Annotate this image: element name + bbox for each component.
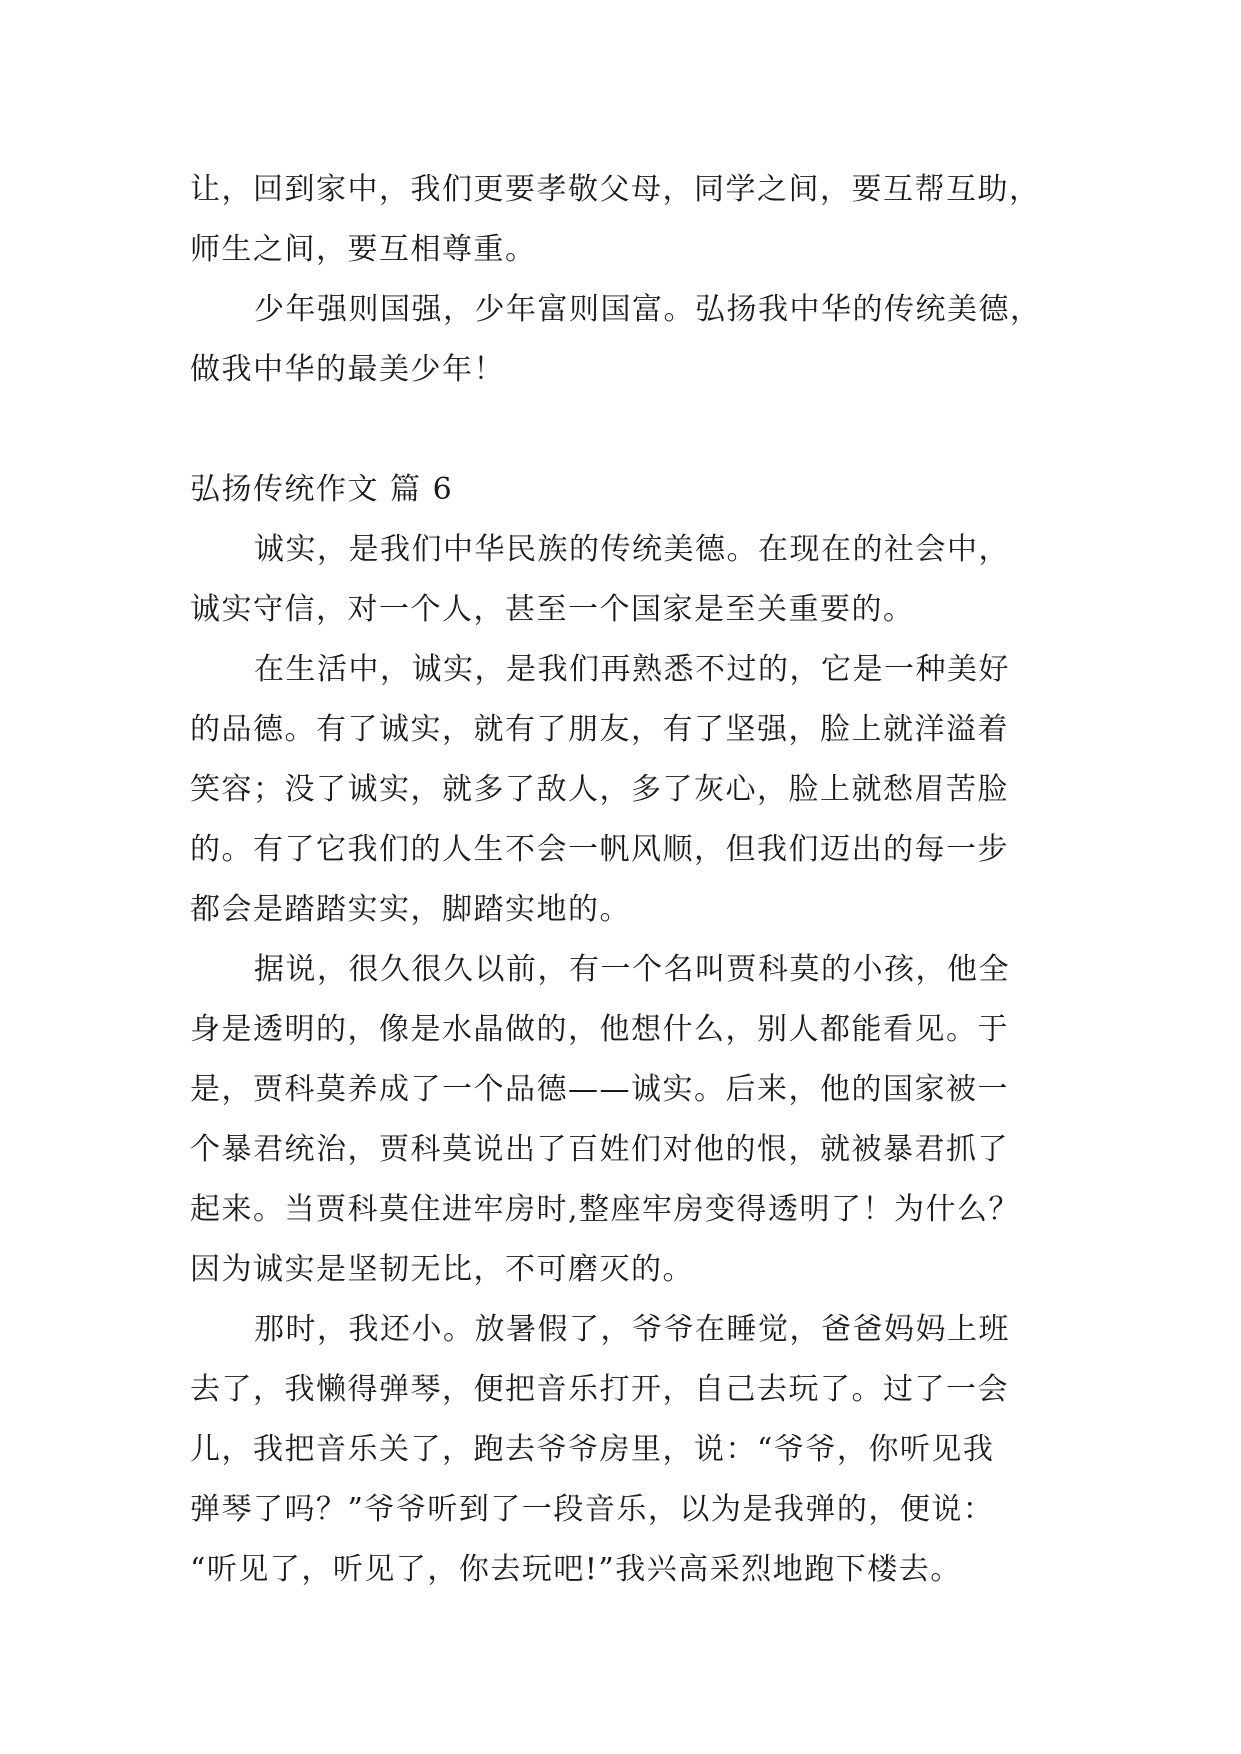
text-line: 做我中华的最美少年！	[190, 352, 505, 387]
prev-closing-paragraph	[190, 280, 1070, 400]
text-line: 的。有了它我们的人生不会一帆风顺，但我们迈出的每一步	[190, 832, 1009, 867]
text-line: 在生活中，诚实，是我们再熟悉不过的，它是一种美好	[254, 652, 1010, 687]
document-body	[190, 160, 1070, 1600]
paragraph-4	[190, 1300, 1070, 1600]
text-line: 身是透明的，像是水晶做的，他想什么，别人都能看见。于	[190, 1012, 1009, 1047]
text-line: 是，贾科莫养成了一个品德——诚实。后来，他的国家被一	[190, 1072, 1009, 1107]
paragraph-2	[190, 640, 1070, 940]
text-line: 让，回到家中，我们更要孝敬父母，同学之间，要互帮互助，	[190, 172, 1041, 207]
prev-paragraph	[190, 160, 1070, 280]
text-line: 师生之间，要互相尊重。	[190, 232, 537, 267]
text-line: 据说，很久很久以前，有一个名叫贾科莫的小孩，他全	[254, 952, 1010, 987]
text-line: 都会是踏踏实实，脚踏实地的。	[190, 892, 631, 927]
text-line: 诚实守信，对一个人，甚至一个国家是至关重要的。	[190, 592, 915, 627]
section-heading: 弘扬传统作文 篇 6	[190, 472, 454, 507]
text-line: 弹琴了吗？”爷爷听到了一段音乐，以为是我弹的，便说：	[190, 1492, 995, 1527]
text-line: 起来。当贾科莫住进牢房时,整座牢房变得透明了！为什么？	[190, 1192, 1021, 1227]
text-line: 个暴君统治，贾科莫说出了百姓们对他的恨，就被暴君抓了	[190, 1132, 1009, 1167]
paragraph-1	[190, 520, 1070, 640]
text-line: 那时，我还小。放暑假了，爷爷在睡觉，爸爸妈妈上班	[254, 1312, 1010, 1347]
text-line: 少年强则国强，少年富则国富。弘扬我中华的传统美德，	[254, 292, 1042, 327]
paragraph-3	[190, 940, 1070, 1300]
text-line: 儿，我把音乐关了，跑去爷爷房里，说：“爷爷，你听见我	[190, 1432, 995, 1467]
text-line: “听见了，听见了，你去玩吧!”我兴高采烈地跑下楼去。	[190, 1552, 962, 1587]
text-line: 因为诚实是坚韧无比，不可磨灭的。	[190, 1252, 694, 1287]
text-line: 的品德。有了诚实，就有了朋友，有了坚强，脸上就洋溢着	[190, 712, 1009, 747]
text-line: 诚实，是我们中华民族的传统美德。在现在的社会中，	[254, 532, 1010, 567]
text-line: 去了，我懒得弹琴，便把音乐打开，自己去玩了。过了一会	[190, 1372, 1009, 1407]
text-line: 笑容；没了诚实，就多了敌人，多了灰心，脸上就愁眉苦脸	[190, 772, 1009, 807]
